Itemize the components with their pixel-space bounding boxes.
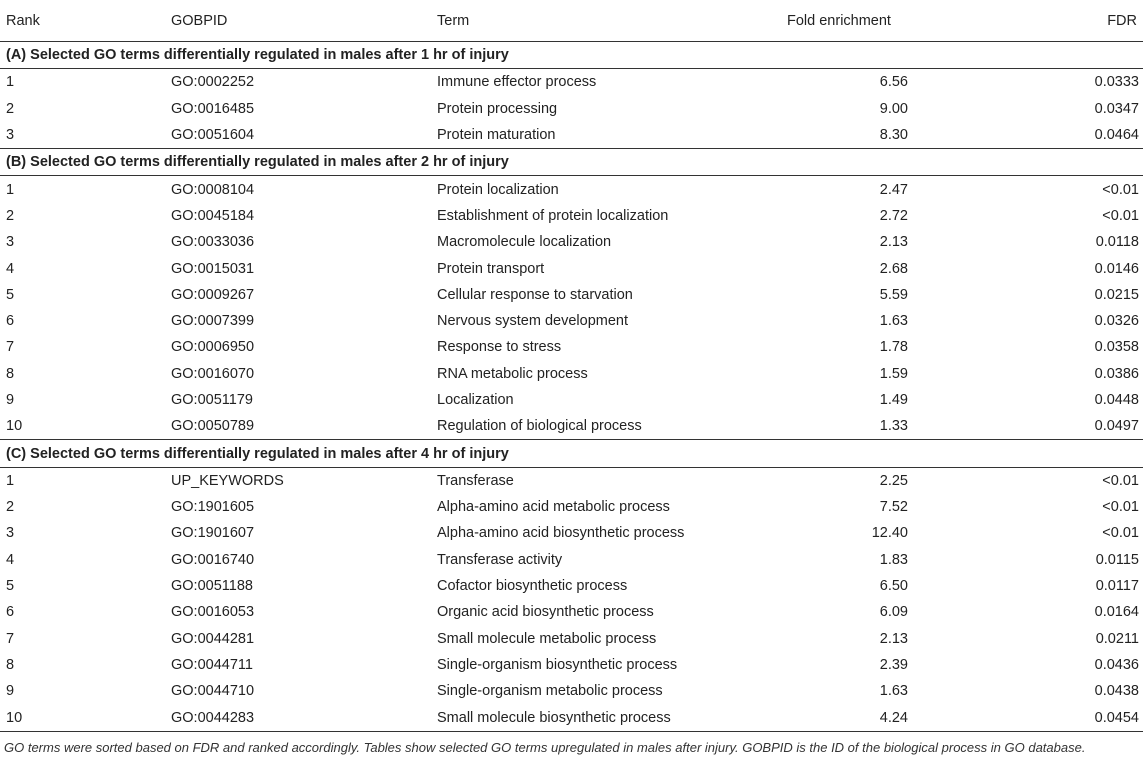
cell-fold-enrichment: 2.13 [879, 630, 908, 647]
cell-term: Establishment of protein localization [437, 207, 669, 224]
cell-fold-enrichment: 2.13 [879, 234, 908, 251]
cell-term: Small molecule biosynthetic process [431, 704, 781, 731]
header-term: Term [431, 0, 781, 42]
cell-gobpid: GO:0006950 [171, 339, 255, 356]
header-row [0, 0, 1143, 42]
section-title: (A) Selected GO terms differentially regulated in males after 1 hr of injury [0, 42, 1143, 69]
cell-rank: 2 [6, 499, 15, 516]
table-row [0, 229, 1143, 255]
cell-fdr: 0.0448 [1094, 392, 1139, 408]
table-row [0, 387, 1143, 413]
cell-gobpid: GO:0051604 [171, 127, 255, 144]
cell-rank: 5 [6, 578, 15, 595]
table-row [0, 334, 1143, 360]
table-row [0, 547, 1143, 573]
cell-gobpid: GO:0009267 [171, 286, 255, 303]
cell-fdr: 0.0211 [1095, 630, 1139, 647]
cell-term: Transferase activity [437, 551, 563, 568]
cell-rank: 1 [6, 74, 15, 91]
section-header-row [0, 149, 1143, 176]
cell-fdr: 0.0326 [1094, 313, 1139, 330]
cell-fdr: 0.0118 [1095, 234, 1139, 251]
cell-term: RNA metabolic process [437, 365, 588, 382]
table-row [0, 652, 1143, 678]
cell-gobpid: GO:0007399 [171, 313, 255, 330]
table-row [0, 467, 1143, 494]
cell-rank: 6 [6, 313, 15, 330]
cell-fold-enrichment: 12.40 [871, 525, 908, 542]
cell-term: Alpha-amino acid biosynthetic process [437, 525, 685, 542]
table-row [0, 573, 1143, 599]
cell-gobpid: GO:1901605 [171, 499, 255, 516]
header-gobpid: GOBPID [165, 0, 431, 42]
cell-rank: 2 [6, 207, 15, 224]
cell-gobpid: GO:0051179 [171, 392, 253, 408]
cell-rank: 6 [6, 604, 15, 621]
cell-gobpid: GO:0051188 [171, 578, 253, 595]
cell-rank: 3 [6, 127, 15, 144]
table-row [0, 96, 1143, 122]
table-row [0, 494, 1143, 520]
section-header-row [0, 440, 1143, 467]
cell-fdr: 0.0497 [1094, 418, 1139, 435]
cell-rank: 9 [6, 683, 15, 700]
cell-fold-enrichment: 4.24 [781, 704, 1006, 731]
table-row [0, 203, 1143, 229]
cell-fold-enrichment: 6.09 [879, 604, 908, 621]
cell-fdr: 0.0215 [1094, 286, 1139, 303]
cell-fold-enrichment: 1.63 [879, 313, 908, 330]
cell-term: Protein processing [437, 100, 558, 117]
cell-fdr: 0.0347 [1094, 100, 1139, 117]
table-row [0, 255, 1143, 281]
cell-term: Localization [437, 392, 514, 408]
cell-rank: 9 [6, 392, 15, 408]
cell-gobpid: GO:0015031 [171, 260, 255, 277]
cell-fold-enrichment: 2.68 [879, 260, 908, 277]
section-title: (C) Selected GO terms differentially regulated in males after 4 hr of injury [0, 440, 1143, 467]
cell-gobpid: GO:0008104 [171, 181, 255, 198]
table-footnote: GO terms were sorted based on FDR and ranked accordingly. Tables show selected GO terms upregulated in males after injury. GOBPID is the ID of the biological process in GO database. [4, 739, 1086, 755]
cell-fdr: 0.0464 [1094, 127, 1139, 144]
cell-fold-enrichment: 5.59 [879, 286, 908, 303]
cell-gobpid: GO:0044711 [171, 656, 253, 673]
cell-fdr: 0.0333 [1094, 74, 1139, 91]
table-row [0, 599, 1143, 625]
cell-fdr: 0.0146 [1094, 260, 1139, 277]
cell-fold-enrichment: 6.56 [879, 74, 908, 91]
cell-term: Small molecule metabolic process [437, 630, 657, 647]
cell-fold-enrichment: 6.50 [879, 578, 908, 595]
cell-rank: 3 [6, 525, 15, 542]
section-title: (B) Selected GO terms differentially regulated in males after 2 hr of injury [0, 149, 1143, 176]
cell-fdr: 0.0436 [1094, 656, 1139, 673]
cell-gobpid: GO:0016740 [171, 551, 255, 568]
cell-gobpid: GO:0016053 [171, 604, 255, 621]
cell-fold-enrichment: 8.30 [879, 127, 908, 144]
cell-gobpid: GO:0044283 [165, 704, 431, 731]
cell-rank: 8 [6, 365, 15, 382]
cell-fold-enrichment: 9.00 [879, 100, 908, 117]
table-row [0, 176, 1143, 203]
cell-fdr: 0.0117 [1095, 578, 1139, 595]
cell-gobpid: GO:0045184 [171, 207, 255, 224]
table-row [0, 308, 1143, 334]
cell-gobpid: GO:0016485 [171, 100, 255, 117]
cell-fold-enrichment: 1.33 [879, 418, 908, 435]
cell-fold-enrichment: 2.25 [879, 472, 908, 489]
cell-fdr: <0.01 [1102, 207, 1139, 224]
cell-term: Single-organism biosynthetic process [437, 656, 678, 673]
cell-gobpid: GO:0044281 [171, 630, 255, 647]
cell-fdr: <0.01 [1102, 525, 1139, 542]
cell-term: Macromolecule localization [437, 234, 612, 251]
cell-term: Regulation of biological process [437, 418, 642, 435]
cell-gobpid: GO:1901607 [171, 525, 255, 542]
cell-fdr: 0.0115 [1095, 551, 1139, 568]
cell-rank: 1 [6, 472, 15, 489]
cell-fold-enrichment: 2.72 [879, 207, 908, 224]
cell-term: Immune effector process [437, 74, 597, 91]
cell-rank: 10 [6, 418, 23, 435]
section-header-row [0, 42, 1143, 69]
header-rank: Rank [0, 0, 165, 42]
cell-rank: 3 [6, 234, 15, 251]
header-fold-enrichment: Fold enrichment [781, 0, 1006, 42]
cell-fold-enrichment: 7.52 [879, 499, 908, 516]
table-header [0, 0, 1143, 42]
cell-fdr: 0.0438 [1094, 683, 1139, 700]
cell-term: Single-organism metabolic process [437, 683, 663, 700]
cell-gobpid: GO:0044710 [171, 683, 255, 700]
cell-fold-enrichment: 1.59 [879, 365, 908, 382]
cell-fdr: <0.01 [1102, 181, 1139, 198]
cell-fold-enrichment: 1.83 [879, 551, 908, 568]
table-row [0, 361, 1143, 387]
cell-term: Organic acid biosynthetic process [437, 604, 654, 621]
cell-fold-enrichment: 1.78 [879, 339, 908, 356]
cell-fdr: <0.01 [1102, 499, 1139, 516]
cell-term: Transferase [437, 472, 514, 489]
cell-fold-enrichment: 2.47 [879, 181, 908, 198]
cell-term: Protein localization [437, 181, 559, 198]
cell-rank: 4 [6, 260, 15, 277]
table-body [0, 42, 1143, 732]
cell-rank: 10 [0, 704, 165, 731]
cell-term: Nervous system development [437, 313, 628, 330]
cell-rank: 7 [6, 339, 15, 356]
cell-fold-enrichment: 2.39 [879, 656, 908, 673]
cell-rank: 5 [6, 286, 15, 303]
cell-gobpid: UP_KEYWORDS [171, 472, 284, 489]
cell-rank: 4 [6, 551, 15, 568]
table-row [0, 678, 1143, 704]
cell-rank: 7 [6, 630, 15, 647]
cell-term: Cofactor biosynthetic process [437, 578, 628, 595]
cell-gobpid: GO:0002252 [171, 74, 255, 91]
cell-term: Alpha-amino acid metabolic process [437, 499, 670, 516]
table-row [0, 626, 1143, 652]
table-row [0, 122, 1143, 149]
cell-fdr: 0.0164 [1094, 604, 1139, 621]
cell-fdr: 0.0386 [1094, 365, 1139, 382]
table-row [0, 704, 1143, 731]
cell-fdr: 0.0454 [1006, 704, 1143, 731]
cell-term: Response to stress [437, 339, 562, 356]
cell-rank: 1 [6, 181, 15, 198]
table-row [0, 520, 1143, 546]
header-fdr: FDR [1006, 0, 1143, 42]
cell-term: Protein transport [437, 260, 545, 277]
cell-fold-enrichment: 1.63 [879, 683, 908, 700]
cell-rank: 2 [6, 100, 15, 117]
table-row [0, 69, 1143, 96]
cell-fdr: 0.0358 [1094, 339, 1139, 356]
table-row [0, 413, 1143, 440]
cell-gobpid: GO:0033036 [171, 234, 255, 251]
cell-gobpid: GO:0016070 [171, 365, 255, 382]
cell-term: Protein maturation [437, 127, 556, 144]
cell-fdr: <0.01 [1102, 472, 1139, 489]
table-row [0, 282, 1143, 308]
cell-term: Cellular response to starvation [437, 286, 633, 303]
cell-gobpid: GO:0050789 [171, 418, 255, 435]
cell-fold-enrichment: 1.49 [879, 392, 908, 408]
cell-rank: 8 [6, 656, 15, 673]
